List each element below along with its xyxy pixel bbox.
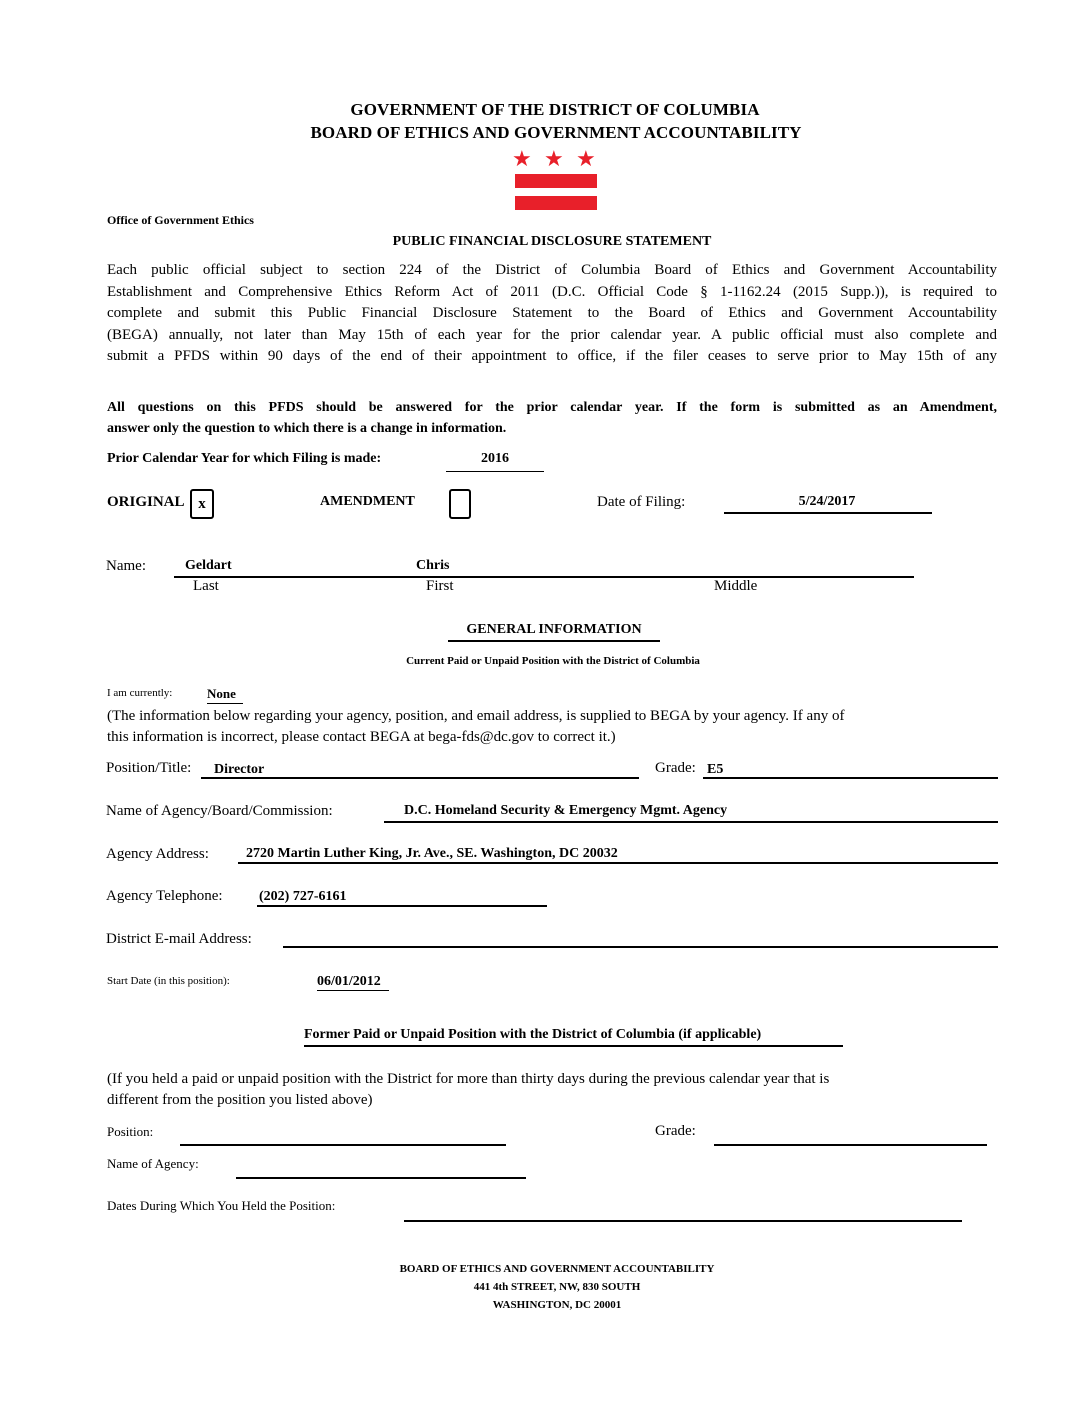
start-date-value[interactable]: 06/01/2012 [317, 974, 381, 989]
filing-year-underline [446, 471, 544, 472]
position-title-value[interactable]: Director [214, 762, 265, 777]
agency-address-value[interactable]: 2720 Martin Luther King, Jr. Ave., SE. Washington, DC 20032 [246, 846, 618, 861]
notice-line: answer only the question to which there is a change in information. [107, 421, 507, 436]
date-of-filing-label: Date of Filing: [597, 494, 686, 510]
start-date-label: Start Date (in this position): [107, 975, 230, 987]
first-caption: First [426, 578, 454, 594]
footer-street-address: 441 4th STREET, NW, 830 SOUTH [473, 1281, 641, 1293]
intro-line: (BEGA) annually, not later than May 15th of each year for the prior calendar year. A public official must also complete and [107, 326, 997, 343]
currently-label: I am currently: [107, 687, 173, 699]
original-label: ORIGINAL [107, 494, 185, 510]
date-of-filing-underline [724, 512, 932, 514]
agency-telephone-value[interactable]: (202) 727-6161 [259, 889, 347, 904]
note-line: this information is incorrect, please contact BEGA at bega-fds@dc.gov to correct it.) [107, 729, 616, 745]
header-government-title: GOVERNMENT OF THE DISTRICT OF COLUMBIA [350, 100, 760, 119]
name-underline [174, 576, 914, 578]
grade-value[interactable]: E5 [707, 762, 724, 777]
intro-paragraph [107, 260, 997, 368]
original-checkbox[interactable]: x [190, 489, 214, 519]
flag-star-icon: ★ [544, 146, 564, 171]
agency-name-label: Name of Agency/Board/Commission: [106, 803, 333, 819]
flag-bar-bottom [515, 196, 597, 210]
agency-address-underline [238, 862, 998, 864]
header-board-title: BOARD OF ETHICS AND GOVERNMENT ACCOUNTABILITY [310, 123, 802, 142]
agency-name-underline [384, 821, 998, 823]
agency-address-label: Agency Address: [106, 846, 209, 862]
intro-line: complete and submit this Public Financial Disclosure Statement to the Board of Ethics and Government Accountability [107, 305, 997, 321]
current-position-subheading: Current Paid or Unpaid Position with the District of Columbia [406, 655, 700, 667]
former-position-heading: Former Paid or Unpaid Position with the District of Columbia (if applicable) [304, 1027, 762, 1042]
intro-line: Each public official subject to section 224 of the District of Columbia Board of Ethics and Government Accountability [107, 262, 997, 278]
former-dates-label: Dates During Which You Held the Position: [107, 1198, 336, 1213]
former-position-underline [180, 1144, 506, 1146]
footer-city: WASHINGTON, DC 20001 [492, 1299, 622, 1311]
note-line: (If you held a paid or unpaid position with the District for more than thirty days during the previous calendar year that is [107, 1071, 830, 1087]
notice-paragraph [107, 397, 997, 439]
note-line: different from the position you listed above) [107, 1092, 373, 1108]
position-title-label: Position/Title: [106, 760, 192, 776]
former-grade-label: Grade: [655, 1123, 696, 1139]
intro-line: Establishment and Comprehensive Ethics Reform Act of 2011 (D.C. Official Code § 1-1162.24 (2015 Supp.)), is required to [107, 283, 997, 300]
dc-flag-logo [512, 146, 598, 212]
currently-underline [207, 703, 243, 704]
first-name-value[interactable]: Chris [416, 558, 450, 573]
footer-board-name: BOARD OF ETHICS AND GOVERNMENT ACCOUNTABILITY [399, 1263, 715, 1275]
email-address-label: District E-mail Address: [106, 931, 252, 947]
middle-caption: Middle [714, 578, 758, 594]
grade-label: Grade: [655, 760, 696, 776]
currently-value[interactable]: None [207, 686, 236, 701]
flag-star-icon: ★ [512, 146, 532, 171]
amendment-label: AMENDMENT [320, 494, 415, 509]
office-label: Office of Government Ethics [107, 213, 254, 227]
amendment-checkbox[interactable] [449, 489, 471, 519]
start-date-underline [317, 990, 389, 991]
general-heading-underline [448, 640, 660, 642]
agency-name-value[interactable]: D.C. Homeland Security & Emergency Mgmt. Agency [404, 803, 728, 818]
filing-year-label: Prior Calendar Year for which Filing is made: [107, 451, 382, 466]
former-agency-underline [236, 1177, 526, 1179]
email-address-underline [283, 946, 998, 948]
notice-line: All questions on this PFDS should be answered for the prior calendar year. If the form is submitted as an Amendment, [107, 400, 997, 415]
last-name-value[interactable]: Geldart [185, 558, 232, 573]
former-heading-underline [304, 1045, 843, 1047]
note-line: (The information below regarding your agency, position, and email address, is supplied to BEGA by your agency. If any of [107, 708, 845, 724]
agency-info-note [107, 706, 844, 748]
former-grade-underline [714, 1144, 987, 1146]
general-information-heading: GENERAL INFORMATION [466, 622, 642, 637]
position-title-underline [201, 777, 639, 779]
grade-underline [703, 777, 998, 779]
flag-bar-top [515, 174, 597, 188]
last-caption: Last [193, 578, 219, 594]
date-of-filing-value[interactable]: 5/24/2017 [798, 494, 856, 509]
form-title: PUBLIC FINANCIAL DISCLOSURE STATEMENT [392, 234, 712, 249]
former-dates-underline [404, 1220, 962, 1222]
agency-telephone-label: Agency Telephone: [106, 888, 223, 904]
former-agency-label: Name of Agency: [107, 1156, 199, 1171]
former-position-note [107, 1069, 829, 1111]
former-position-label: Position: [107, 1124, 154, 1139]
filing-year-value[interactable]: 2016 [481, 451, 509, 466]
name-label: Name: [106, 558, 146, 574]
flag-star-icon: ★ [576, 146, 596, 171]
agency-telephone-underline [257, 905, 547, 907]
intro-line: submit a PFDS within 90 days of the end of their appointment to office, if the filer ceases to serve prior to May 15th of any [107, 348, 997, 364]
